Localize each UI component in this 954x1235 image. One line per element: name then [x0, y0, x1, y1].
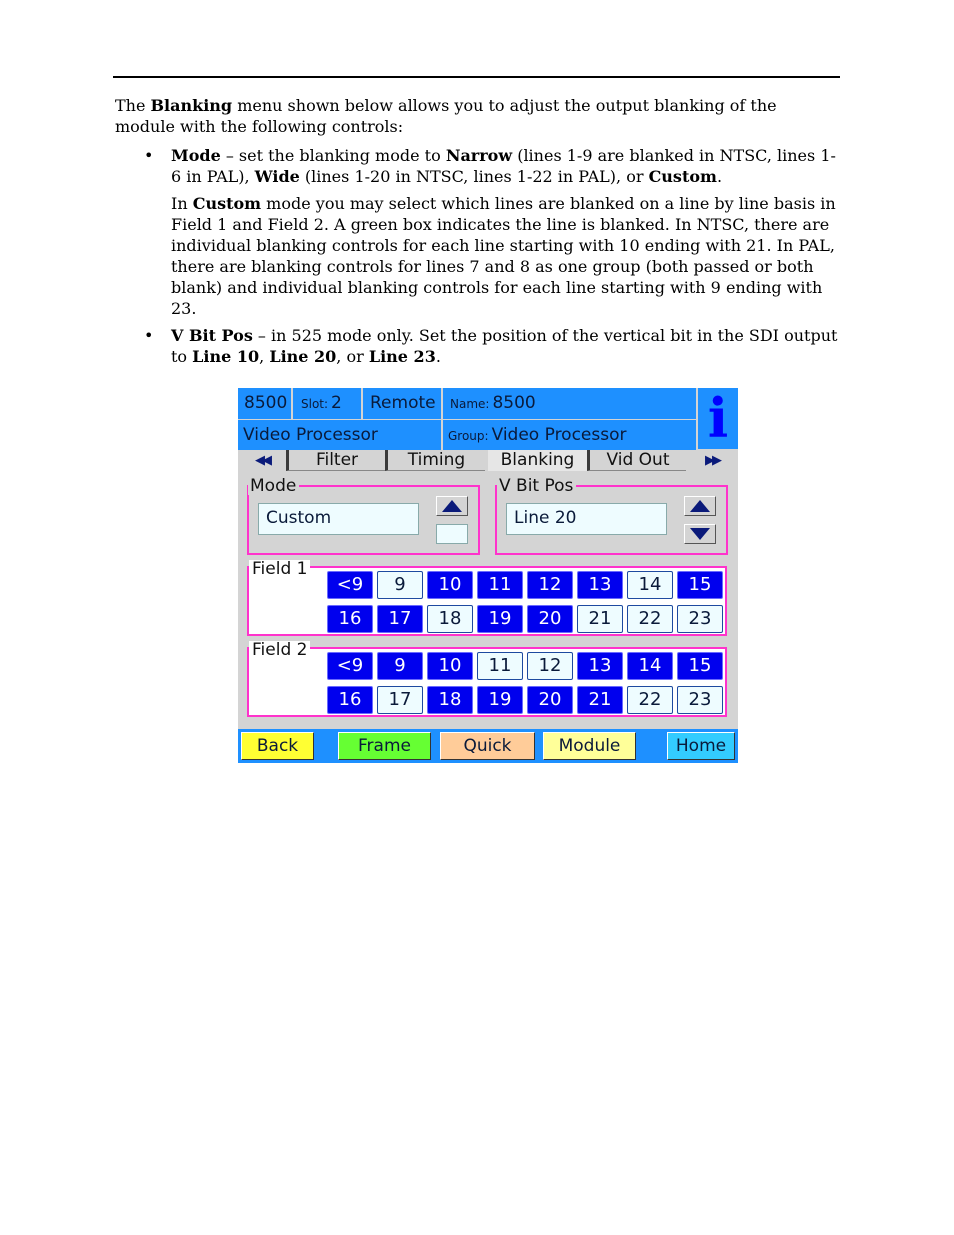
field2-line-button[interactable]: 15 — [677, 652, 723, 680]
field2-line-button[interactable]: 23 — [677, 686, 723, 714]
field2-line-button[interactable]: 20 — [527, 686, 573, 714]
field2-line-button[interactable]: 14 — [627, 652, 673, 680]
mode-up-button[interactable] — [436, 496, 468, 516]
field2-line-button[interactable]: 12 — [527, 652, 573, 680]
field2-line-button[interactable]: 16 — [327, 686, 373, 714]
document-body — [115, 95, 840, 373]
field2-line-button[interactable]: 18 — [427, 686, 473, 714]
field1-line-button[interactable]: 23 — [677, 605, 723, 633]
field2-line-button[interactable]: 11 — [477, 652, 523, 680]
quick-button[interactable]: Quick — [440, 732, 535, 760]
field2-label: Field 2 — [249, 641, 310, 659]
tab-prev-button[interactable]: ◀◀ — [238, 450, 286, 471]
field2-line-button[interactable]: <9 — [327, 652, 373, 680]
field1-line-button[interactable]: 18 — [427, 605, 473, 633]
footer-bar — [238, 729, 738, 763]
name-cell: Name: 8500 — [443, 388, 698, 419]
custom-mode-paragraph: In Custom mode you may select which lines are blanked on a line by line basis in Field 1 and Field 2. A green box indicates the line is blanked. In NTSC, there are individual blanking controls for each line starting with 10 ending with 21. In PAL, there are blanking controls for lines 7 and 8 as one group (both passed or both blank) and individual blanking controls for each line starting with 9 ending with 23. — [171, 194, 836, 318]
back-button[interactable]: Back — [241, 732, 314, 760]
arrow-up-icon — [442, 500, 462, 512]
field1-line-button[interactable]: 21 — [577, 605, 623, 633]
module-type-cell: Video Processor — [238, 420, 443, 450]
field1-line-button[interactable]: 12 — [527, 571, 573, 599]
field1-line-button[interactable]: 13 — [577, 571, 623, 599]
field2-line-button[interactable]: 21 — [577, 686, 623, 714]
vbit-down-button[interactable] — [684, 524, 716, 544]
home-button[interactable]: Home — [667, 732, 735, 760]
module-button[interactable]: Module — [543, 732, 636, 760]
field2-group — [247, 640, 727, 717]
field1-line-button[interactable]: 19 — [477, 605, 523, 633]
list-item-mode: • Mode – set the blanking mode to Narrow (lines 1-9 are blanked in NTSC, lines 1-6 in PAL), Wide (lines 1-20 in NTSC, lines 1-22 in PAL), or Custom. In Custom mode you may select which lines are blanked on a line by line basis in Field 1 and Field 2. A green box indicates the line is blanked. In NTSC, there are individual blanking controls for each line starting with 10 ending with 21. In PAL, there are blanking controls for lines 7 and 8 as one group (both passed or both blank) and individual blanking controls for each line starting with 9 ending with 23. — [115, 145, 840, 319]
tab-timing[interactable]: Timing — [385, 450, 485, 471]
field1-line-button[interactable]: 16 — [327, 605, 373, 633]
tab-next-button[interactable]: ▶▶ — [686, 450, 738, 471]
arrow-down-icon — [690, 528, 710, 540]
field1-line-button[interactable]: 20 — [527, 605, 573, 633]
intro-paragraph: The Blanking menu shown below allows you to adjust the output blanking of the module with the following controls: — [115, 96, 777, 136]
controls-list — [115, 145, 840, 367]
header-rule — [113, 76, 840, 78]
field1-group — [247, 559, 727, 636]
field1-line-button[interactable]: 9 — [377, 571, 423, 599]
field2-line-button[interactable]: 9 — [377, 652, 423, 680]
field1-line-button[interactable]: 10 — [427, 571, 473, 599]
field1-line-button[interactable]: <9 — [327, 571, 373, 599]
field1-line-button[interactable]: 15 — [677, 571, 723, 599]
field2-line-button[interactable]: 17 — [377, 686, 423, 714]
vbit-value[interactable]: Line 20 — [506, 503, 667, 535]
list-item-vbit: • V Bit Pos – in 525 mode only. Set the position of the vertical bit in the SDI output to Line 10, Line 20, or Line 23. — [144, 326, 838, 366]
mode-label: Mode — [248, 477, 299, 495]
blanking-menu-screenshot — [238, 388, 738, 763]
tab-blanking[interactable]: Blanking — [485, 450, 587, 471]
field1-line-button[interactable]: 14 — [627, 571, 673, 599]
field1-line-button[interactable]: 11 — [477, 571, 523, 599]
tab-filter[interactable]: Filter — [286, 450, 385, 471]
field2-line-button[interactable]: 10 — [427, 652, 473, 680]
vbit-up-button[interactable] — [684, 496, 716, 516]
mode-value[interactable]: Custom — [258, 503, 419, 535]
field2-line-button[interactable]: 13 — [577, 652, 623, 680]
slot-cell: Slot: 2 — [293, 388, 363, 419]
model-cell: 8500 — [238, 388, 293, 419]
remote-cell: Remote — [363, 388, 443, 419]
bullet: • — [144, 146, 154, 165]
field1-label: Field 1 — [249, 560, 310, 578]
tab-bar — [238, 450, 738, 472]
frame-button[interactable]: Frame — [338, 732, 431, 760]
mode-down-slot — [436, 524, 468, 544]
field2-line-button[interactable]: 22 — [627, 686, 673, 714]
field1-line-button[interactable]: 22 — [627, 605, 673, 633]
info-icon[interactable]: i — [698, 388, 738, 449]
bullet: • — [144, 326, 154, 345]
tab-vid-out[interactable]: Vid Out — [587, 450, 686, 471]
field1-line-button[interactable]: 17 — [377, 605, 423, 633]
group-cell: Group: Video Processor — [443, 420, 698, 450]
vbit-label: V Bit Pos — [497, 477, 576, 495]
arrow-up-icon — [690, 500, 710, 512]
field2-line-button[interactable]: 19 — [477, 686, 523, 714]
